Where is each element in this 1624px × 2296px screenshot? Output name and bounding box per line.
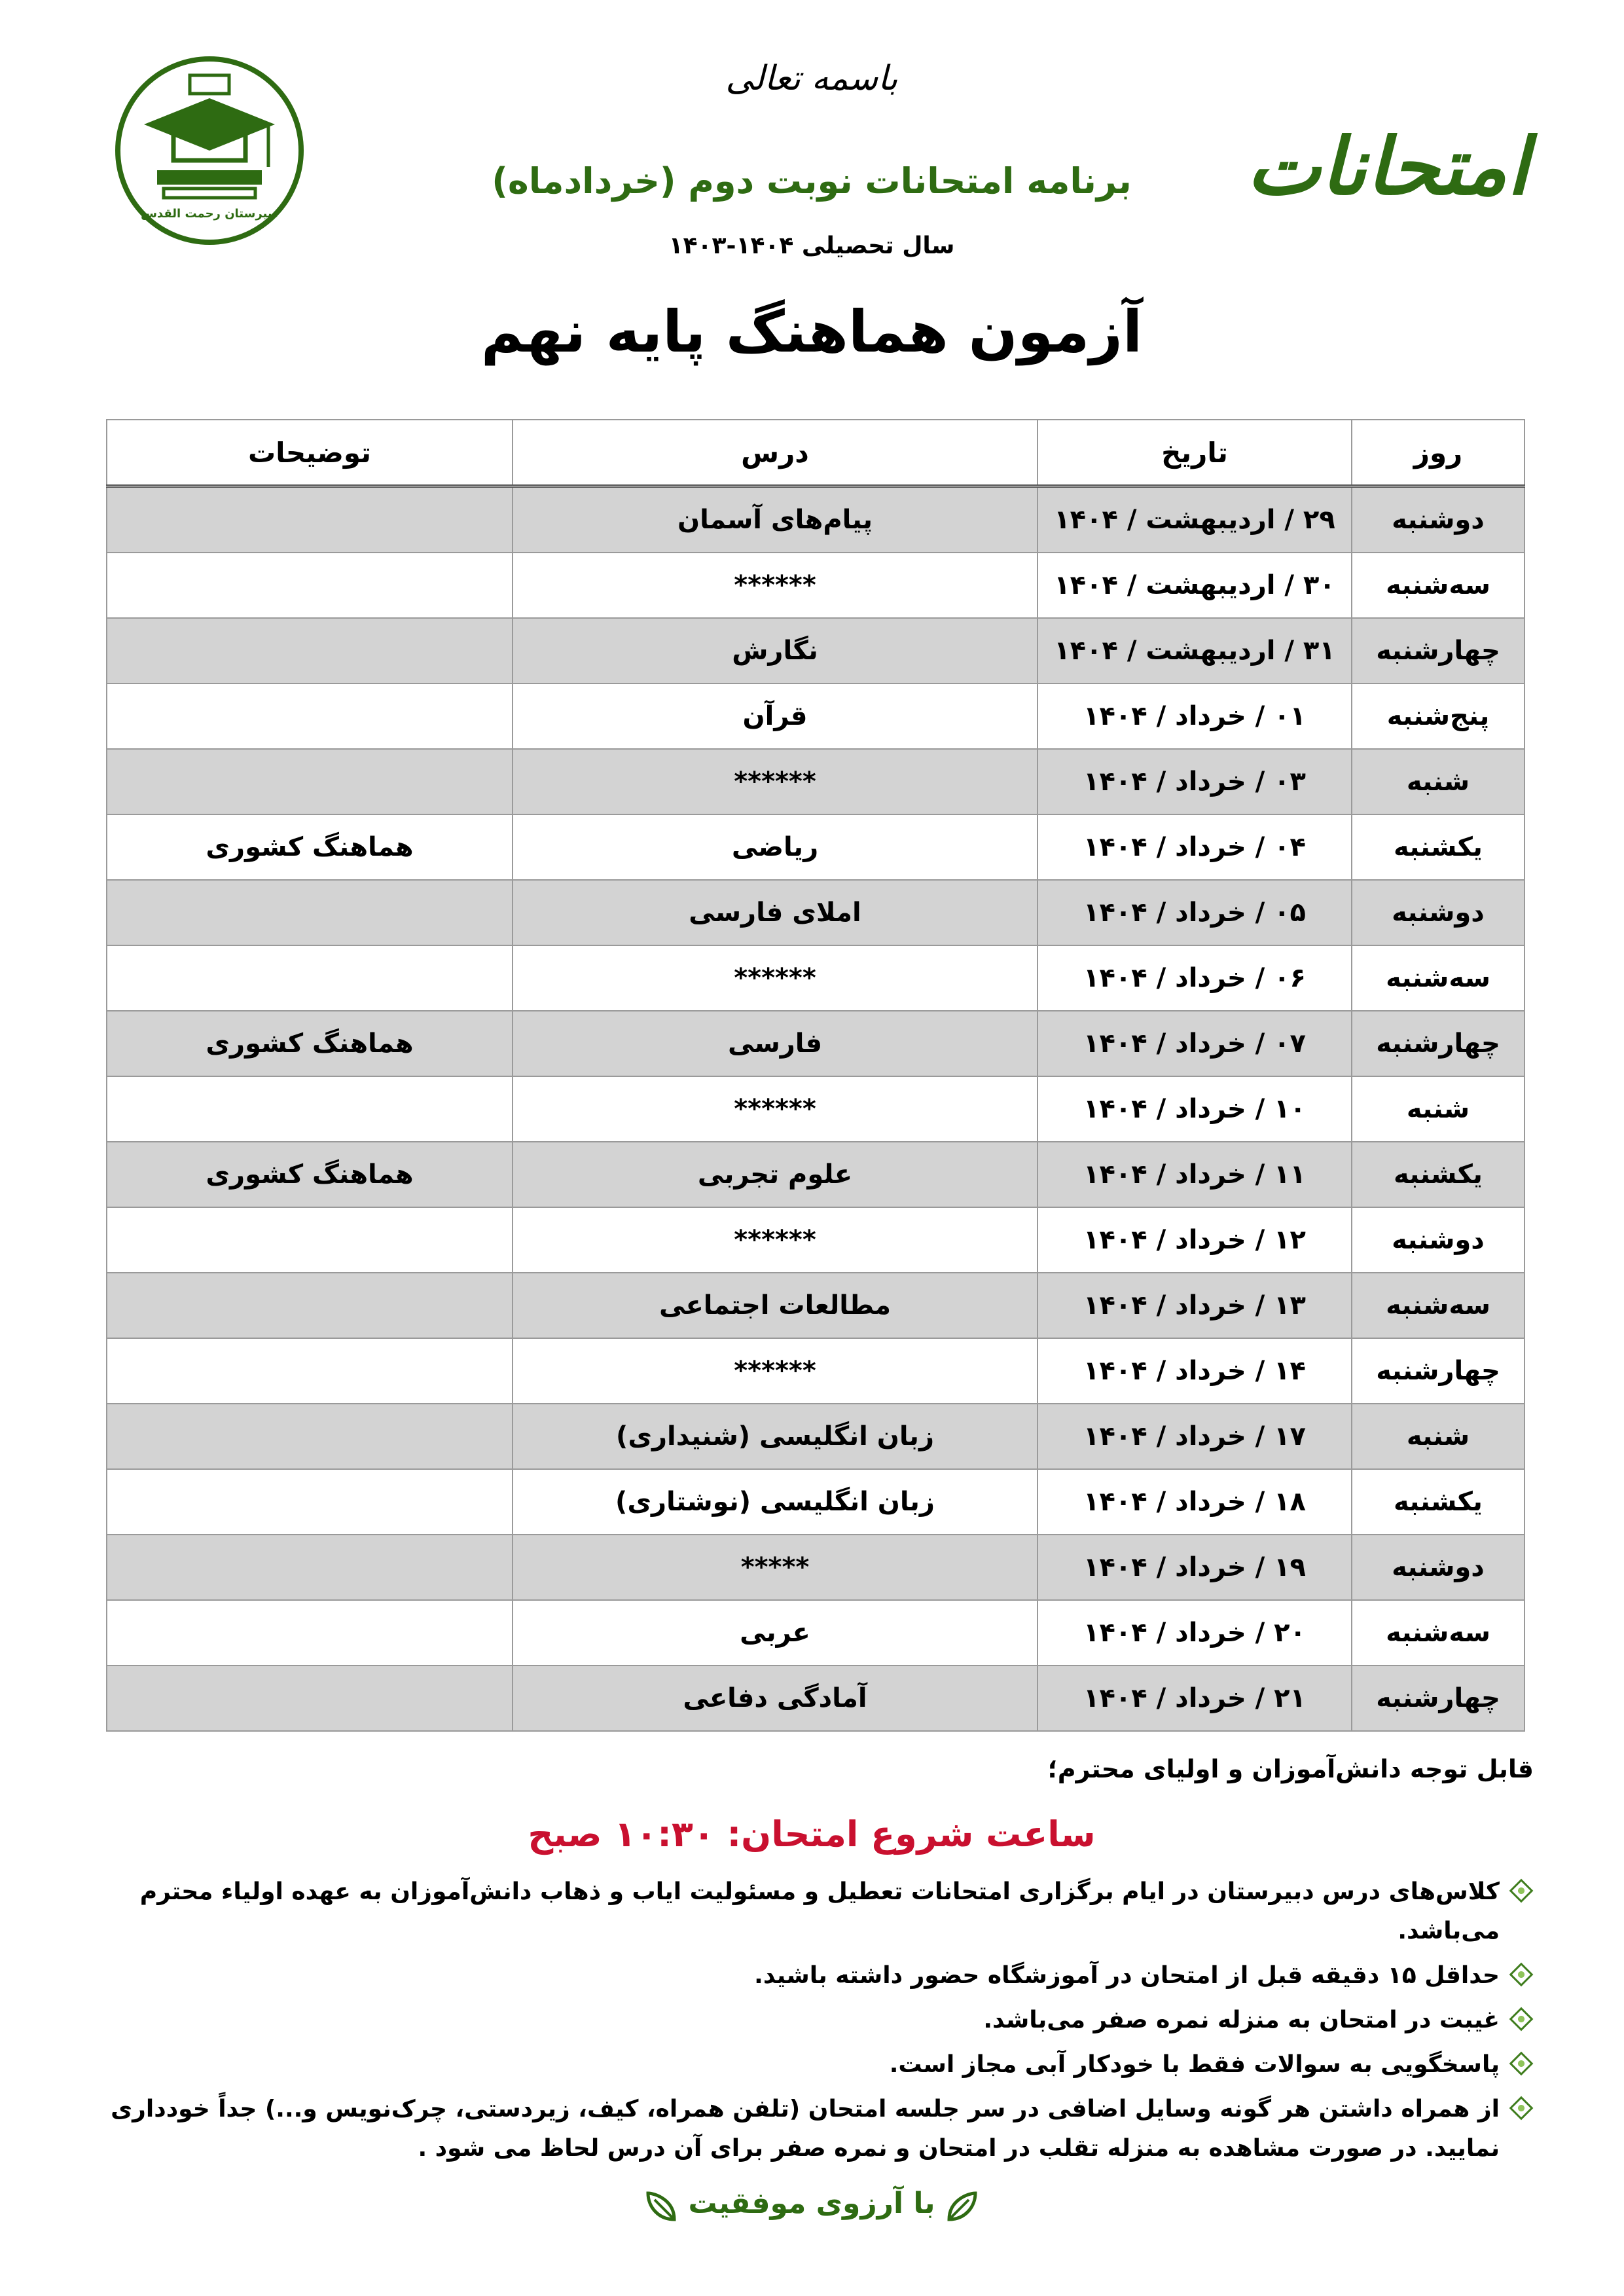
cell-lesson: قرآن [513,683,1038,749]
cell-lesson: ****** [513,749,1038,814]
calligraphy-logo [1244,111,1532,223]
cell-day: دوشنبه [1352,880,1525,945]
cell-day: یکشنبه [1352,1142,1525,1207]
page-title: برنامه امتحانات نوبت دوم (خردادماه) [492,160,1132,202]
cell-day: دوشنبه [1352,1535,1525,1600]
cell-lesson: آمادگی دفاعی [513,1666,1038,1731]
rule-text: حداقل ۱۵ دقیقه قبل از امتحان در آموزشگاه حضور داشته باشید. [754,1962,1500,1989]
cell-day: شنبه [1352,749,1525,814]
cell-lesson: ****** [513,1076,1038,1142]
cell-notes [107,880,513,945]
cell-day: چهارشنبه [1352,1338,1525,1404]
basmeh: باسمه تعالی [725,59,898,98]
diamond-bullet-icon [1509,2052,1534,2076]
table-row [107,1142,1525,1207]
rule-item [84,2045,1534,2085]
table-row [107,814,1525,880]
cell-date: ۲۰ / خرداد / ۱۴۰۴ [1038,1600,1352,1666]
table-row [107,618,1525,683]
diamond-bullet-icon [1509,1879,1534,1903]
cell-day: سه‌شنبه [1352,945,1525,1011]
cell-day: یکشنبه [1352,1469,1525,1535]
cell-day: پنج‌شنبه [1352,683,1525,749]
column-header-date: تاریخ [1038,420,1352,486]
cell-day: شنبه [1352,1404,1525,1469]
cell-lesson: عربی [513,1600,1038,1666]
cell-day: سه‌شنبه [1352,1600,1525,1666]
diamond-bullet-icon [1509,1963,1534,1987]
cell-lesson: علوم تجربی [513,1142,1038,1207]
cell-date: ۰۵ / خرداد / ۱۴۰۴ [1038,880,1352,945]
exam-start-time: ساعت شروع امتحان: ۱۰:۳۰ صبح [528,1813,1096,1855]
cell-date: ۰۳ / خرداد / ۱۴۰۴ [1038,749,1352,814]
calligraphy-text: امتحانات [1246,120,1529,213]
cell-date: ۲۹ / اردیبهشت / ۱۴۰۴ [1038,486,1352,553]
school-year: سال تحصیلی ۱۴۰۴-۱۴۰۳ [668,232,955,259]
cell-date: ۱۴ / خرداد / ۱۴۰۴ [1038,1338,1352,1404]
cell-notes [107,618,513,683]
cell-lesson: زبان انگلیسی (شنیداری) [513,1404,1038,1469]
rule-text: غیبت در امتحان به منزله نمره صفر می‌باشد. [983,2007,1500,2033]
cell-lesson: نگارش [513,618,1038,683]
leaf-ornament-icon [641,2187,681,2226]
logo-text: دبیرستان رحمت القدس [141,207,278,221]
cell-lesson: ریاضی [513,814,1038,880]
rule-item [84,1956,1534,1995]
cell-date: ۱۲ / خرداد / ۱۴۰۴ [1038,1207,1352,1273]
cell-day: دوشنبه [1352,1207,1525,1273]
cell-notes [107,1338,513,1404]
table-row [107,1404,1525,1469]
diamond-bullet-icon [1509,2096,1534,2121]
cell-date: ۰۴ / خرداد / ۱۴۰۴ [1038,814,1352,880]
cell-notes [107,553,513,618]
cell-lesson: ****** [513,945,1038,1011]
cell-notes [107,1404,513,1469]
cell-day: سه‌شنبه [1352,1273,1525,1338]
table-row [107,486,1525,553]
cell-day: یکشنبه [1352,814,1525,880]
column-header-day: روز [1352,420,1525,486]
cell-lesson: فارسی [513,1011,1038,1076]
cell-day: شنبه [1352,1076,1525,1142]
cell-day: دوشنبه [1352,486,1525,553]
exam-headline: آزمون هماهنگ پایه نهم [480,298,1143,365]
cell-notes [107,1666,513,1731]
school-logo [111,52,308,249]
cell-date: ۱۰ / خرداد / ۱۴۰۴ [1038,1076,1352,1142]
cell-lesson: ****** [513,1207,1038,1273]
table-row [107,1469,1525,1535]
table-row [107,880,1525,945]
cell-notes: هماهنگ کشوری [107,1142,513,1207]
cell-notes [107,1207,513,1273]
table-row [107,683,1525,749]
cell-notes [107,1535,513,1600]
table-row [107,1011,1525,1076]
cell-notes [107,1600,513,1666]
rule-item [84,1872,1534,1951]
table-body [107,486,1525,1732]
table-row [107,945,1525,1011]
cell-date: ۱۷ / خرداد / ۱۴۰۴ [1038,1404,1352,1469]
cell-lesson: ****** [513,1338,1038,1404]
cell-date: ۰۶ / خرداد / ۱۴۰۴ [1038,945,1352,1011]
cell-day: چهارشنبه [1352,618,1525,683]
cell-lesson: ***** [513,1535,1038,1600]
cell-date: ۲۱ / خرداد / ۱۴۰۴ [1038,1666,1352,1731]
column-header-notes: توضیحات [107,420,513,486]
rule-item [84,2090,1534,2168]
cell-day: سه‌شنبه [1352,553,1525,618]
cell-date: ۳۰ / اردیبهشت / ۱۴۰۴ [1038,553,1352,618]
cell-notes [107,945,513,1011]
rule-text: کلاس‌های درس دبیرستان در ایام برگزاری امتحانات تعطیل و مسئولیت ایاب و ذهاب دانش‌آموزان به عهده اولیاء محترم می‌باشد. [139,1878,1500,1944]
cell-date: ۱۹ / خرداد / ۱۴۰۴ [1038,1535,1352,1600]
table-row [107,1273,1525,1338]
exam-schedule-table [106,419,1525,1732]
cell-lesson: ****** [513,553,1038,618]
cell-lesson: مطالعات اجتماعی [513,1273,1038,1338]
cell-lesson: پیام‌های آسمان [513,486,1038,553]
rule-item [84,2001,1534,2040]
cell-date: ۱۱ / خرداد / ۱۴۰۴ [1038,1142,1352,1207]
table-row [107,1600,1525,1666]
table-row [107,1076,1525,1142]
diamond-bullet-icon [1509,2007,1534,2032]
cell-notes [107,486,513,553]
notice-heading: قابل توجه دانش‌آموزان و اولیای محترم؛ [1047,1755,1534,1783]
table-header-row [107,420,1525,486]
cell-notes: هماهنگ کشوری [107,1011,513,1076]
rule-text: پاسخگویی به سوالات فقط با خودکار آبی مجاز است. [889,2051,1500,2078]
cell-date: ۱۳ / خرداد / ۱۴۰۴ [1038,1273,1352,1338]
cell-notes: هماهنگ کشوری [107,814,513,880]
cell-notes [107,1469,513,1535]
column-header-lesson: درس [513,420,1038,486]
table-row [107,553,1525,618]
cell-notes [107,749,513,814]
cell-date: ۱۸ / خرداد / ۱۴۰۴ [1038,1469,1352,1535]
cell-date: ۳۱ / اردیبهشت / ۱۴۰۴ [1038,618,1352,683]
cell-lesson: زبان انگلیسی (نوشتاری) [513,1469,1038,1535]
cell-notes [107,683,513,749]
table-row [107,749,1525,814]
cell-date: ۰۱ / خرداد / ۱۴۰۴ [1038,683,1352,749]
table-row [107,1207,1525,1273]
cell-date: ۰۷ / خرداد / ۱۴۰۴ [1038,1011,1352,1076]
cell-lesson: املای فارسی [513,880,1038,945]
table-row [107,1535,1525,1600]
table-row [107,1338,1525,1404]
closing-wish: با آرزوی موفقیت [688,2187,935,2220]
rules-list [84,1872,1534,2174]
table-row [107,1666,1525,1731]
cell-day: چهارشنبه [1352,1666,1525,1731]
cell-notes [107,1273,513,1338]
rule-text: از همراه داشتن هر گونه وسایل اضافی در سر جلسه امتحان (تلفن همراه، کیف، زیردستی، چرک‌نویس و...) جداً خودداری نمایید. در صورت مشاهده به منزله تقلب در امتحان و نمره صفر برای آن درس لحاظ می شود . [111,2096,1500,2162]
cell-notes [107,1076,513,1142]
cell-day: چهارشنبه [1352,1011,1525,1076]
